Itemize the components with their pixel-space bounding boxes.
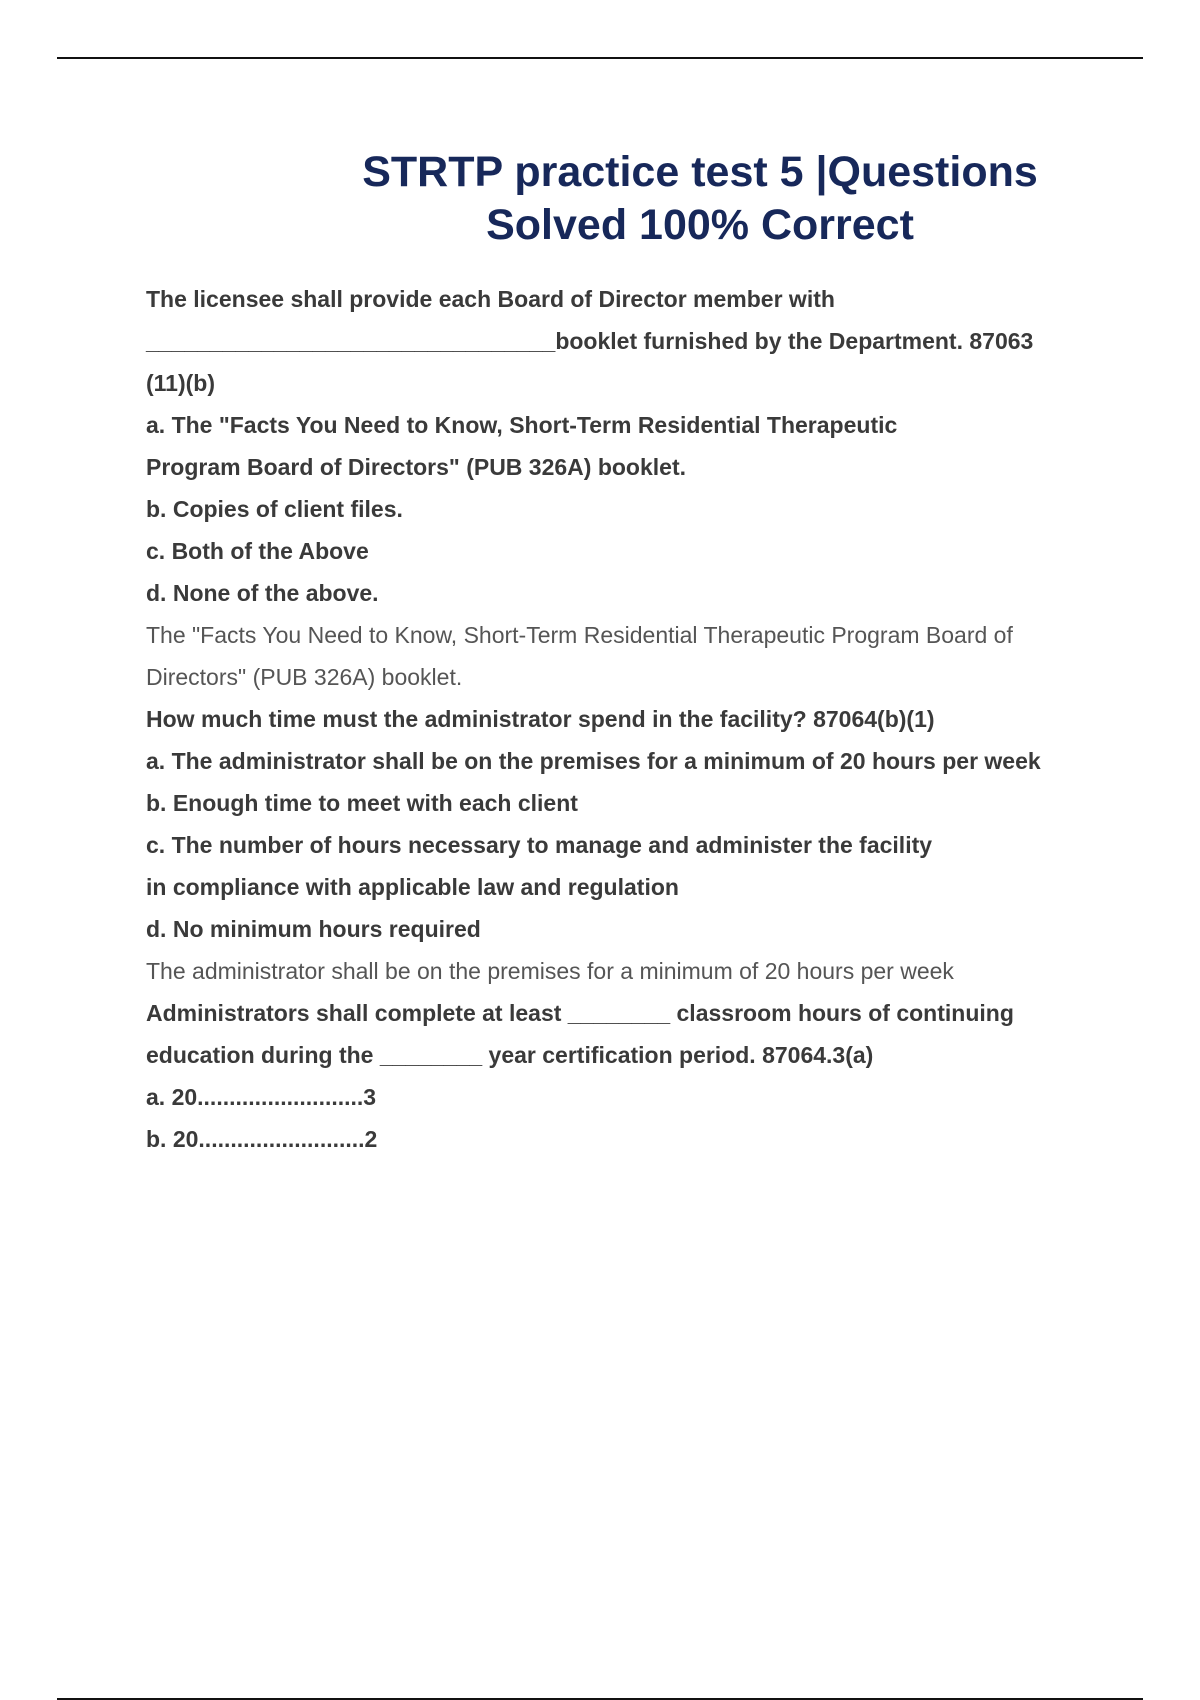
- question-list: [146, 278, 1106, 1160]
- correct-answer: The administrator shall be on the premises for a minimum of 20 hours per week: [146, 958, 954, 984]
- answer-option: b. Copies of client files.: [146, 496, 403, 522]
- answer-option: b. 20..........................2: [146, 1126, 378, 1152]
- answer-option: d. No minimum hours required: [146, 916, 481, 942]
- question-prompt-line: (11)(b): [146, 370, 215, 396]
- answer-option: a. 20..........................3: [146, 1084, 377, 1110]
- question-block: [146, 992, 1106, 1160]
- question-prompt-line: Administrators shall complete at least ________ classroom hours of continuing: [146, 1000, 1014, 1026]
- answer-option: d. None of the above.: [146, 580, 379, 606]
- answer-option: c. Both of the Above: [146, 538, 369, 564]
- question-prompt-line: education during the ________ year certification period. 87064.3(a): [146, 1042, 874, 1068]
- answer-option: a. The administrator shall be on the premises for a minimum of 20 hours per week: [146, 748, 1041, 774]
- answer-option: b. Enough time to meet with each client: [146, 790, 578, 816]
- answer-option: a. The "Facts You Need to Know, Short-Term Residential Therapeutic: [146, 412, 898, 438]
- question-block: [146, 698, 1106, 992]
- title-line-2: Solved 100% Correct: [486, 201, 914, 249]
- answer-option-continuation: in compliance with applicable law and regulation: [146, 874, 679, 900]
- answer-option: c. The number of hours necessary to manage and administer the facility: [146, 832, 933, 858]
- correct-answer-continuation: Directors" (PUB 326A) booklet.: [146, 664, 463, 690]
- question-prompt-line: The licensee shall provide each Board of Director member with: [146, 286, 835, 312]
- question-prompt-line: How much time must the administrator spend in the facility? 87064(b)(1): [146, 706, 935, 732]
- top-rule: [57, 57, 1143, 59]
- question-prompt-line: ________________________________booklet furnished by the Department. 87063: [146, 328, 1034, 354]
- answer-option-continuation: Program Board of Directors" (PUB 326A) booklet.: [146, 454, 687, 480]
- question-block: [146, 278, 1106, 698]
- title-line-1: STRTP practice test 5 |Questions: [362, 148, 1038, 196]
- correct-answer: The "Facts You Need to Know, Short-Term Residential Therapeutic Program Board of: [146, 622, 1013, 648]
- page-title: [300, 146, 1100, 252]
